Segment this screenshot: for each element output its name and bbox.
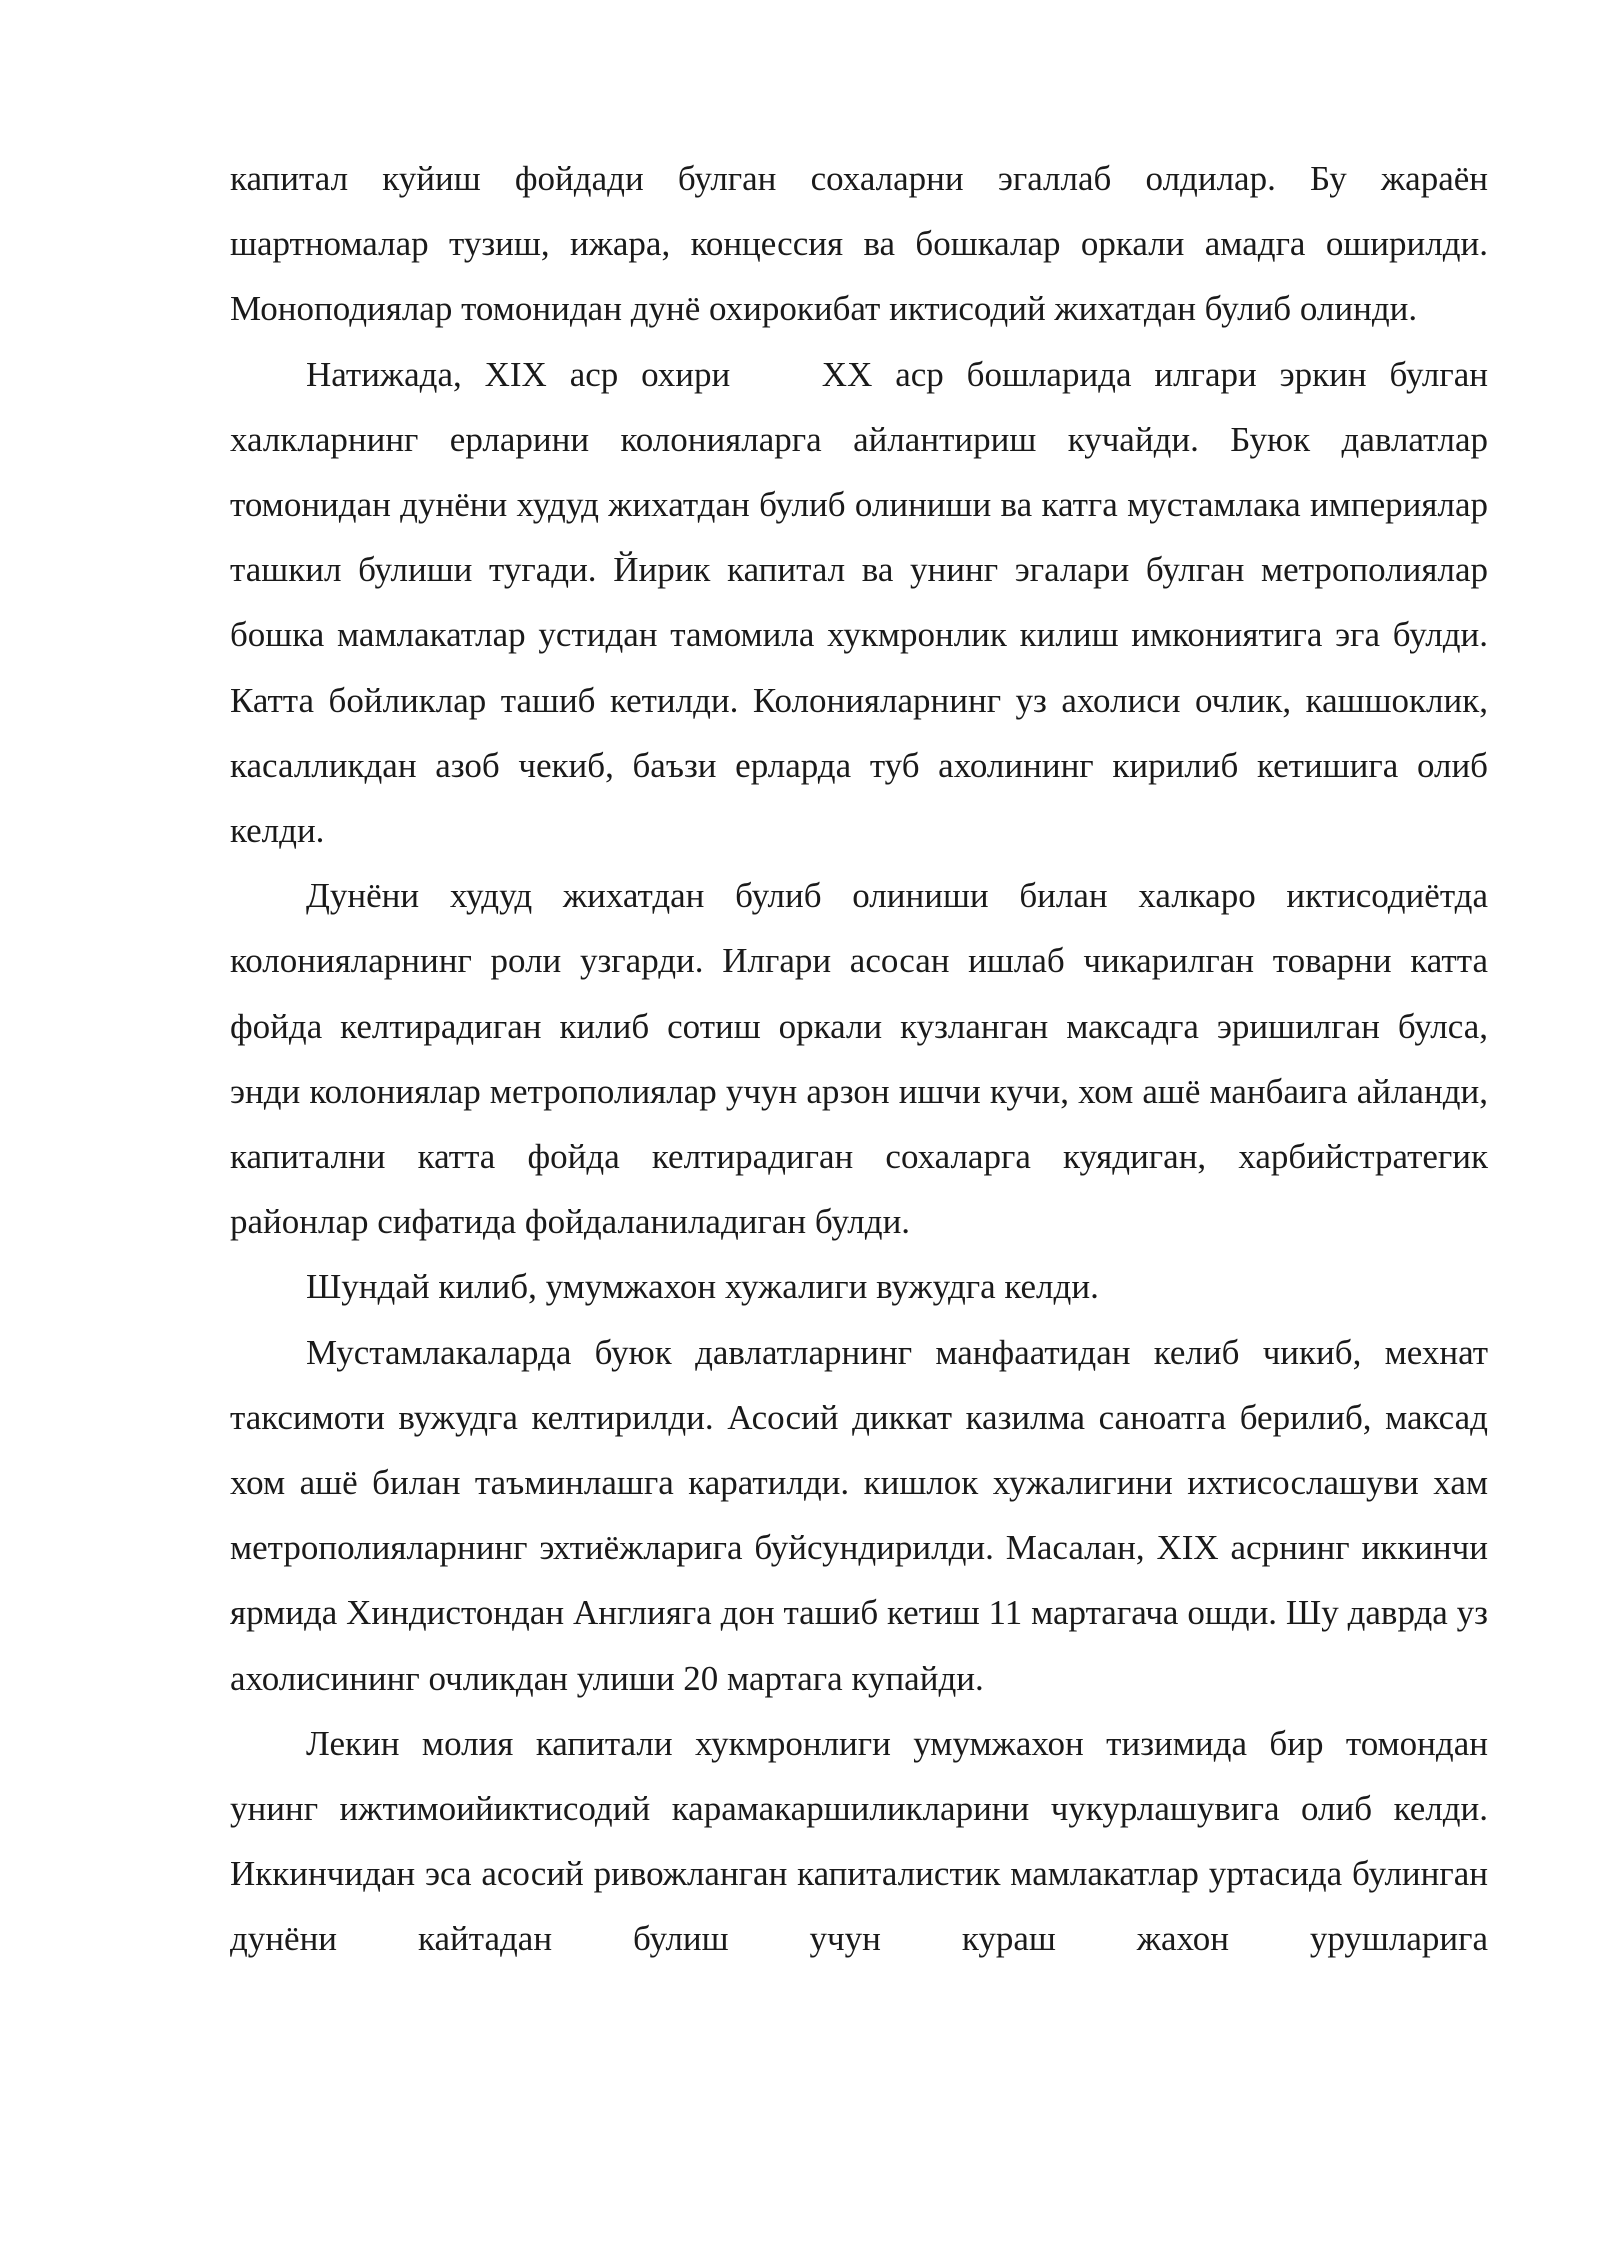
paragraph-4: Шундай килиб, умумжахон хужалиги вужудга келди. [306,1267,1099,1307]
paragraph-3: Дунёни худуд жихатдан булиб олиниши билан халкаро иктисодиётда колонияларнинг роли узгарди. Илгари асосан ишлаб чикарилган товарни катта фойда келтирадиган килиб сотиш оркали кузланган максадга эришилган булса, энди колониялар метрополиялар учун арзон ишчи кучи, хом ашё манбаига айланди, капитални катта фойда келтирадиган сохаларга куядиган, харбийстратегик районлар сифатида фойдаланиладиган булди. [230,876,1488,1242]
paragraph-1: капитал куйиш фойдади булган сохаларни эгаллаб олдилар. Бу жараён шартномалар тузиш, ижара, концессия ва бошкалар оркали амадга оширилди. Моноподиялар томонидан дунё охирокибат иктисодий жихатдан булиб олинди. [230,159,1488,329]
paragraph-2: Натижада, XIX аср охири XX аср бошларида илгари эркин булган халкларнинг ерларини колонияларга айлантириш кучайди. Буюк давлатлар томонидан дунёни худуд жихатдан булиб олиниши ва катга мустамлака империялар ташкил булиши тугади. Йирик капитал ва унинг эгалари булган метрополиялар бошка мамлакатлар устидан тамомила хукмронлик килиш имкониятига эга булди. Катта бойликлар ташиб кетилди. Колонияларнинг уз ахолиси очлик, кашшоклик, касалликдан азоб чекиб, баъзи ерларда туб ахолининг кирилиб кетишига олиб келди. [230,354,1497,851]
paragraph-5: Мустамлакаларда буюк давлатларнинг манфаатидан келиб чикиб, мехнат таксимоти вужудга келтирилди. Асосий диккат казилма саноатга берилиб, максад хом ашё билан таъминлашга каратилди. кишлок хужалигини ихтисослашуви хам метрополияларнинг эхтиёжларига буйсундирилди. Масалан, XIX асрнинг иккинчи ярмида Хиндистондан Англияга дон ташиб кетиш 11 мартагача ошди. Шу даврда уз ахолисининг очликдан улиши 20 мартага купайди. [230,1332,1488,1698]
paragraph-6: Лекин молия капитали хукмронлиги умумжахон тизимида бир томондан унинг ижтимоийиктисодий карамакаршиликларини чукурлашувига олиб келди. Иккинчидан эса асосий ривожланган капиталистик мамлакатлар уртасида булинган дунёни кайтадан булиш учун кураш жахон урушларига [230,1723,1488,1959]
document-body [230,146,1497,1972]
